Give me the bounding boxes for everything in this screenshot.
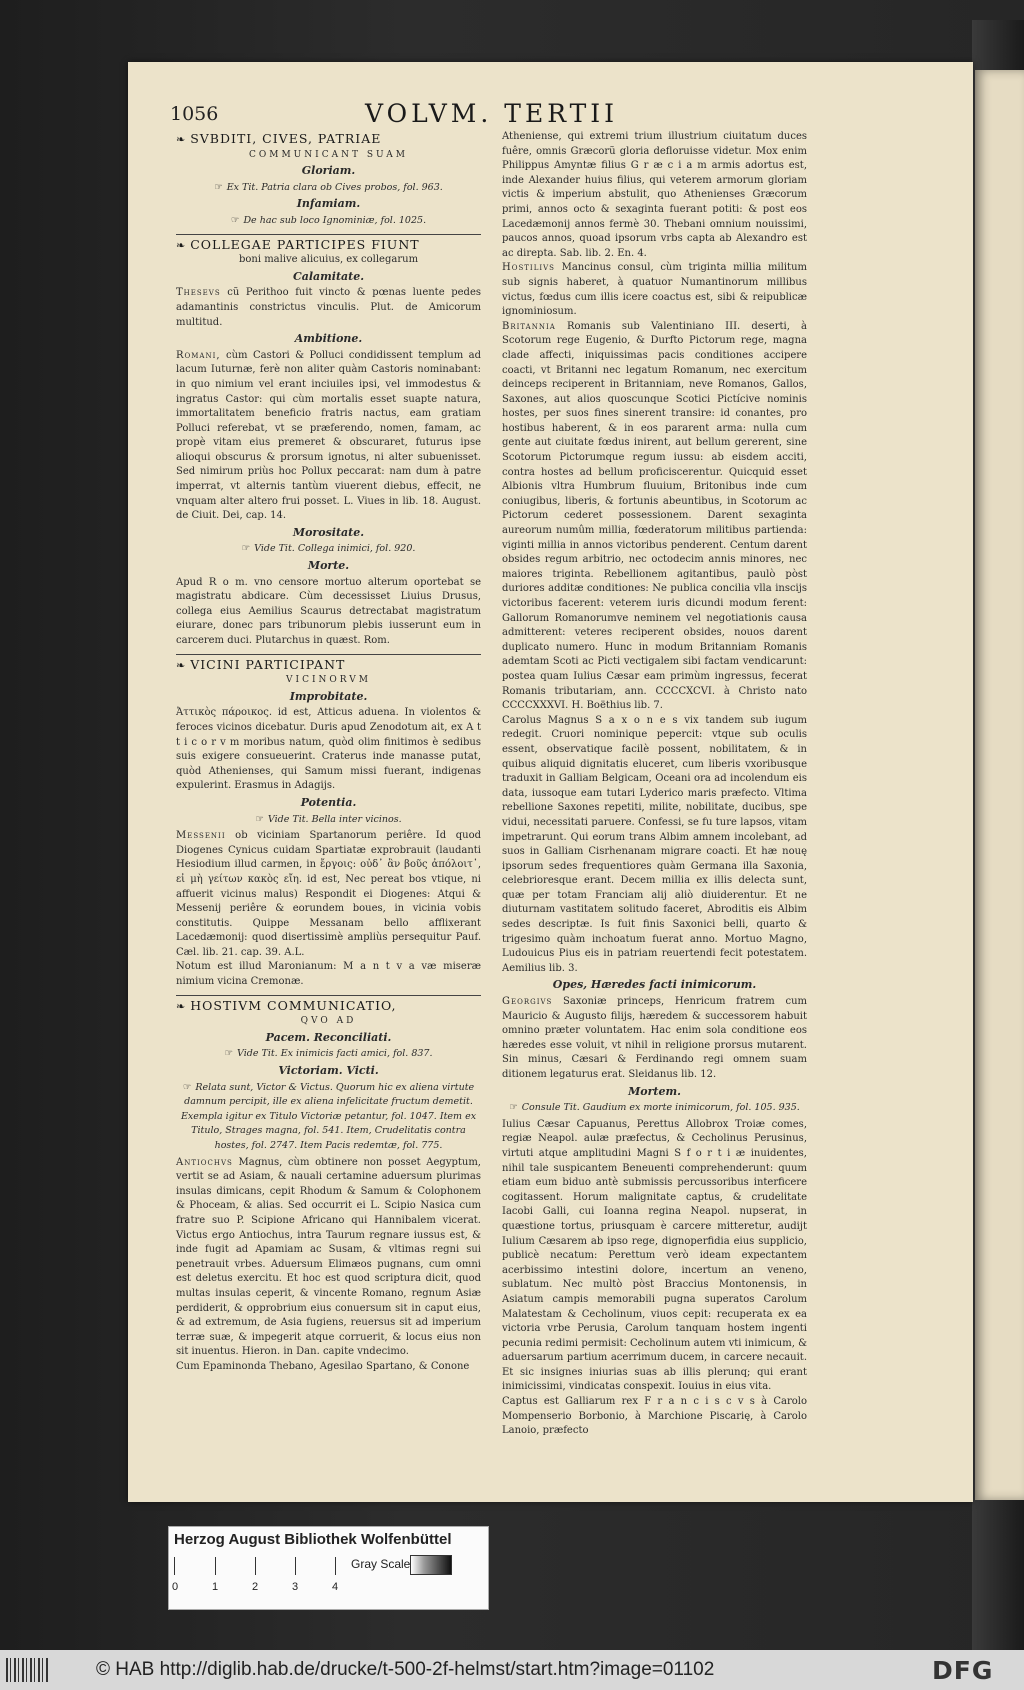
cross-reference <box>502 1101 807 1116</box>
paragraph-text: Ἀττικὸς πάροικος. id est, Atticus aduena. In violentos & feroces vicinos dicebatur. Duris apud Zenodotum ait, ex A t t i c o r v m moribus natum, quòd olim finitimos è sedibus suis exigere consueuerint. Craterus inde manasse putat, quòd Athenienses, qui Samum missi fuerant, indigenas expulerint. Erasmus in Adagijs. <box>176 707 481 792</box>
section-divider <box>176 995 481 996</box>
ruler-tick <box>215 1557 216 1575</box>
paragraph-keyword: Georgivs <box>502 996 553 1008</box>
source-url[interactable]: © HAB http://diglib.hab.de/drucke/t-500-2f-helmst/start.htm?image=01102 <box>96 1659 715 1680</box>
paragraph-text: Atheniense, qui extremi trium illustrium ciuitatum duces fuêre, omnis Græcorũ gloria defloruisse videtur. Mox enim Philippus Amyntæ filius G r æ c i a m armis adortus est, inde Alexander huius filius, qui veterem armorum gloriam victis & imperium abstulit, quo Athenienses Græcorum primi, annos octo & sexaginta fuerant potiti: & post eos Lacedæmonij annos fermè 30. Thebani omnium nouissimi, paucos annos, quoad ipsorum vrbs capta ab Alexandro est ac direpta. Sab. lib. 2. En. 4. <box>502 131 807 259</box>
page-number: 1056 <box>170 103 219 125</box>
cross-reference <box>176 813 481 828</box>
pointing-hand-icon: ☞ <box>224 1048 234 1060</box>
fleuron-icon: ❧ <box>176 238 187 252</box>
text-paragraph <box>502 714 807 977</box>
pointing-hand-icon: ☞ <box>214 181 223 193</box>
subheading: Infamiam. <box>296 197 361 211</box>
section-title-text: VICINI PARTICIPANT <box>190 656 346 672</box>
text-paragraph <box>502 995 807 1083</box>
ruler-number: 1 <box>212 1581 219 1593</box>
text-paragraph <box>502 130 807 261</box>
section-title <box>176 132 481 148</box>
pointing-hand-icon: ☞ <box>509 1102 518 1114</box>
fleuron-icon: ❧ <box>176 658 187 672</box>
subheading: Calamitate. <box>292 269 365 283</box>
cross-reference <box>176 1047 481 1062</box>
cross-reference-text: De hac sub loco Ignominiæ, fol. 1025. <box>243 214 427 226</box>
text-paragraph <box>176 576 481 649</box>
paragraph-keyword: Hostilivs <box>502 262 555 274</box>
section-title <box>176 658 481 674</box>
pointing-hand-icon: ☞ <box>255 813 264 825</box>
ruler-tick <box>255 1557 256 1575</box>
ruler-number: 4 <box>332 1581 339 1593</box>
barcode-icon <box>6 1658 48 1682</box>
section-title-text: SVBDITI, CIVES, PATRIAE <box>190 131 382 146</box>
text-paragraph <box>502 1395 807 1439</box>
cross-reference-text: Ex Tit. Patria clara ob Cives probos, fol. 963. <box>226 181 443 193</box>
subheading: Mortem. <box>628 1084 681 1098</box>
paragraph-keyword: Antiochvs <box>176 1156 233 1168</box>
ruler-number: 3 <box>292 1581 299 1593</box>
pointing-hand-icon: ☞ <box>230 214 240 226</box>
section-divider <box>176 654 481 655</box>
fleuron-icon: ❧ <box>176 999 187 1013</box>
subheading: Opes, Hæredes facti inimicorum. <box>552 978 757 992</box>
paragraph-keyword: Britannia <box>502 320 556 332</box>
section-subtitle: COMMUNICANT SUAM <box>248 149 409 160</box>
pointing-hand-icon: ☞ <box>182 1081 192 1093</box>
ruler-scale <box>174 1557 340 1575</box>
dfg-logo: DFG <box>932 1656 994 1685</box>
cross-reference-text: Vide Tit. Collega inimici, fol. 920. <box>254 543 416 555</box>
section-subtitle: QVO AD <box>300 1016 357 1027</box>
subheading: Improbitate. <box>289 689 368 703</box>
section-divider <box>176 234 481 235</box>
subheading: Ambitione. <box>294 332 363 346</box>
left-text-column <box>176 130 481 1372</box>
gray-scale-swatch <box>410 1555 452 1575</box>
paragraph-keyword: Thesevs <box>176 287 221 299</box>
text-paragraph <box>176 1360 481 1375</box>
text-paragraph <box>176 706 481 794</box>
text-paragraph <box>502 261 807 319</box>
cross-reference <box>176 214 481 229</box>
section-title-text: HOSTIVM COMMUNICATIO, <box>190 997 397 1013</box>
ruler-tick <box>295 1557 296 1575</box>
subheading: Potentia. <box>300 795 357 809</box>
paragraph-text: Romanis sub Valentiniano III. deserti, à Scotorum rege Eugenio, & Durfto Pictorum rege, magna clade affecti, iniquissimas pacis conditiones accipere coacti, vt Britanni nec legatum Romanum, nec exercitum deinceps reciperent in Britanniam, neve Romanos, Gallos, Saxones, aut alios quoscunque Scotici Pictícive nominis hostes, per suos fines sinerent transire: id conantes, pro hostibus haberent, & in eos pararent arma: nulla cum gente aut ciuitate fœdus inirent, aut bellum gererent, sine Scotorum Pictorumque regum iussu: ab eisdem acciti, contra hostes ad bellum proficiscerentur. Quicquid esset Albionis vltra Humbrum fluuium, Britonibus inde cum coniugibus, liberis, & fortunis abeuntibus, in Scotorum ac Pictorum cederet possessionem. Darent sexaginta aureorum numûm millia, fœderatorum militibus partienda: viginti millia in annos victoribus penderent. Centum darent obsides regum arbitrio, nec octodecim annis minores, nec maiores triginta. Rebellionem agitantibus, paulò pòst duriores additæ conditiones: Ne publica concilia vlla inscijs victoribus facerent: veterem iuris dicundi modum ferent: Gallorum Romanorumve neminem vel negotiationis causa admitterent: veteres reciperent obsides, nouos darent duplicato numero. Hunc in modum Britanniam Romanis ademtam Scoti ac Picti vectigalem sibi factam vendicarunt: postea quam Iulius Cæsar eam primùm ingressus, fecerat Romanis tributariam, ann. CCCCXCVI. à Christo nato CCCCXXXVI. H. Boëthius lib. 7. <box>502 320 807 712</box>
page-header <box>170 99 760 133</box>
cross-reference-text: Vide Tit. Ex inimicis facti amici, fol. 837. <box>237 1048 433 1060</box>
section-title-text: COLLEGAE PARTICIPES FIUNT <box>190 236 420 252</box>
paragraph-text: Apud R o m. vno censore mortuo alterum oportebat se magistratu abdicare. Cùm decessisset Liuius Drusus, collega eius Aemilius Scaurus detrectabat magistratum eiurare, donec pars tribunorum plebis iusserunt eum in carcerem duci. Plutarchus in quæst. Rom. <box>176 576 481 646</box>
paragraph-text: cũ Perithoo fuit vincto & pœnas luente pedes adamantinis constrictus vinculis. Plut. de Amicorum multitud. <box>176 287 481 328</box>
cross-reference <box>176 1081 481 1154</box>
paragraph-keyword: Romani, <box>176 349 221 361</box>
cross-reference-text: Consule Tit. Gaudium ex morte inimicorum, fol. 105. 935. <box>521 1102 800 1114</box>
text-paragraph <box>176 1156 481 1360</box>
right-text-column <box>502 130 808 1437</box>
text-paragraph <box>176 829 481 960</box>
subheading: Gloriam. <box>301 164 356 178</box>
text-paragraph <box>502 1118 807 1395</box>
running-head: VOLVM. TERTII <box>365 99 619 128</box>
ruler-number: 2 <box>252 1581 259 1593</box>
subheading: Morositate. <box>292 525 365 539</box>
paragraph-text: Saxoniæ princeps, Henricum fratrem cum Mauricio & Augusto filijs, hæredem & successorem habuit omnino præter voluntatem. Hac enim sola conditione eos hæredes esse voluit, vt nihil in religione prorsus mutarent. Sin minus, Cæsari & Ferdinando regi omnem suam ditionem legaturus erat. Sleidanus lib. 12. <box>502 996 807 1080</box>
pointing-hand-icon: ☞ <box>241 543 251 555</box>
text-paragraph <box>176 960 481 989</box>
library-name: Herzog August Bibliothek Wolfenbüttel <box>174 1531 452 1548</box>
library-color-chart <box>168 1526 489 1610</box>
paragraph-text: Cum Epaminonda Thebano, Agesilao Spartano, & Conone <box>176 1360 470 1372</box>
paragraph-text: Captus est Galliarum rex F r a n c i s c v s à Carolo Mompenserio Borbonio, à Marchione Piscarię, à Carolo Lanoio, præfecto <box>502 1396 807 1437</box>
paragraph-text: cùm Castori & Polluci condidissent templum ad lacum Iuturnæ, ferè non aliter quàm Castoris nominabant: in quo nimium vel erant inciuiles ipsi, vel immodestus & ingratus Castor: qui cùm mortalis esset suapte natura, immortalitatem beneficio fratris nactus, eam gratiam Polluci referebat, vt se præferendo, nomen, famam, ac propè vitam eius premeret & obscuraret, futurus ipse alioqui obscurus & prorsum ignotus, ni alter subuenisset. Sed nimirum priùs hoc Pollux peccarat: nam dum à patre imperrat, vt alternis tantùm viuerent diebus, effecit, ne vnquam alter altero frui posset. L. Viues in lib. 18. August. de Ciuit. Dei, cap. 14. <box>176 349 481 522</box>
section-subtitle: boni malive alicuius, ex collegarum <box>238 254 419 266</box>
paragraph-text: Magnus, cùm obtinere non posset Aegyptum, vertit se ad Asiam, & nauali certamine aduersum plurimas insulas dimicans, cepit Rhodum & Samum & Colophonem & Phoceam, & alias. Sed occurrit ei L. Scipio Nasica cum fratre suo P. Scipione Africano qui Hannibalem vicerat. Victus ergo Antiochus, intra Taurum regnare iussus est, & inde fugit ad Apamiam ac Susam, & vltimas regni sui penetrauit vrbes. Aduersum Elimæos pugnans, cum omni est deletus exercitu. Et hoc est quod scriptura dicit, quod multas insulas ceperit, & vincente Romano, regnum Asiæ perdiderit, & opprobrium eius conuersum sit in caput eius, & ad extremum, de Asia fugiens, reuersus sit ad imperium terræ suæ, & impegerit atque corruerit, & locus eius non sit inuentus. Hieron. in Dan. capite vndecimo. <box>176 1156 481 1358</box>
cross-reference-text: Relata sunt, Victor & Victus. Quorum hic ex aliena virtute damnum percipit, ille ex aliena infelicitate fructum demetit. Exempla igitur ex Titulo Victoriæ petantur, fol. 1047. Item ex Titulo, Strages magna, fol. 541. Item, Crudelitatis contra hostes, fol. 2747. Item Pacis redemtæ, fol. 775. <box>180 1081 477 1151</box>
paragraph-text: Iulius Cæsar Capuanus, Perettus Allobrox Troiæ comes, regiæ Neapol. aulæ præfectus, & Cecholinus Perusinus, virtuti atque amplitudini Magni S f o r t i æ inuidentes, nihil tale suspicantem Beneuenti comprehenderunt: quum etiam eum biduo antè submissis percussoribus interficere cogitassent. Horum malignitate captus, & crudelitate Iacobi Galli, cui Ioanna regina Neapol. nupserat, in quæstione tortus, priusquam è carcere mitteretur, audijt Iulium Cæsarem ab ipso rege, dignoperfidia eius supplicio, publicè necatum: Perettum verò ideam expectantem acerbissimo intestini dolore, incertum an veneno, sublatum. Nec multò pòst Braccius Montonensis, in Asiatum campis memorabili pugna superatos Carolum Malatestam & Cecholinum, viuos cepit: recuperata ex ea victoria vrbe Perusia, Carolum tanquam hostem ingenti pecunia redimi permisit: Cecholinum autem vti inimicum, & aduersarum partium acerrimum ducem, in carcere necauit. Et sic insignes iniurias suas ab illis plerunq; qui erant inimicissimi, vindicatas conspexit. Iouius in eius vita. <box>502 1118 807 1393</box>
paragraph-keyword: Messenii <box>176 830 226 842</box>
ruler-tick <box>335 1557 336 1575</box>
subheading: Victoriam. Victi. <box>278 1064 379 1078</box>
paragraph-text: Notum est illud Maronianum: M a n t v a væ miseræ nimium vicina Cremonæ. <box>176 961 481 988</box>
text-paragraph <box>176 286 481 330</box>
paragraph-text: Carolus Magnus S a x o n e s vix tandem sub iugum redegit. Cruori nominique pepercit: vtque sub oculis essent, observatique facilè possent, nobilitatem, & in quibus aliquid dignitatis eluceret, cum liberis vxoribusque traduxit in Galliam Belgicam, Oceani ora ad incolendum eis data, iussoque eam tutari Lyderico maris præfecto. Vltima rebellione Saxones repetiti, milite, nobilitate, ducibus, spe vidui, necessitati paruere. Confessi, se fu ture lapsos, vitam impetrarunt. Qui eorum trans Albim amnem incolebant, ad suos in Galliam Cisrhenanam migrare coacti. Et hæ nouę ipsorum sedes frequentiores quàm Germana illa Saxonia, celebrioresque erant. Decem millia ex illis delecta sunt, quæ per totam Franciam alij aliò diuiderentur. Et ne diuturnam vastitatem solitudo faceret, Abroditis eis Albim sedes descriptæ. Is fuit finis Saxonici belli, quarto & trigesimo quàm inchoatum fuerat anno. Mortuo Magno, Ludouicus Pius eis in patriam reuertendi fecit potestatem. Aemilius lib. 3. <box>502 714 807 974</box>
paragraph-text: ob viciniam Spartanorum periêre. Id quod Diogenes Cynicus cuidam Spartiatæ exprobrauit (laudanti Hesiodium illud carmen, in ἔργοις: οὐδ᾽ ἂν βοῦς ἀπόλοιτ᾽, εἰ μὴ γείτων κακὸς εἴη. id est, Nec pereat bos vtique, ni affuerit vicinus malus) Respondit ei Diogenes: Atqui & Messenij periêre & eorundem boues, in vicinia vobis constitutis. Quippe Messanam bello afflixerant Lacedæmonij: quod disertissimè ampliùs persequitur Pauf. Cæl. lib. 21. cap. 39. A.L. <box>176 830 481 958</box>
section-title <box>176 238 481 254</box>
gray-scale-label: Gray Scale <box>351 1557 411 1571</box>
footer-bar <box>0 1650 1024 1690</box>
subheading: Morte. <box>307 559 350 573</box>
cross-reference-text: Vide Tit. Bella inter vicinos. <box>267 813 402 825</box>
section-title <box>176 999 481 1015</box>
subheading: Pacem. Reconciliati. <box>265 1030 392 1044</box>
text-paragraph <box>176 349 481 524</box>
text-paragraph <box>502 320 807 714</box>
ruler-number: 0 <box>172 1581 179 1593</box>
cross-reference <box>176 181 481 196</box>
adjacent-page-edge <box>975 70 1024 1500</box>
paragraph-text: Mancinus consul, cùm triginta millia militum sub signis haberet, à quatuor Numantinorum millibus victus, fœdus cum illis icere coactus est, sibi & reipublicæ ignominiosum. <box>502 262 808 318</box>
cross-reference <box>176 542 481 557</box>
fleuron-icon: ❧ <box>176 133 187 146</box>
section-subtitle: VICINORVM <box>286 675 371 686</box>
